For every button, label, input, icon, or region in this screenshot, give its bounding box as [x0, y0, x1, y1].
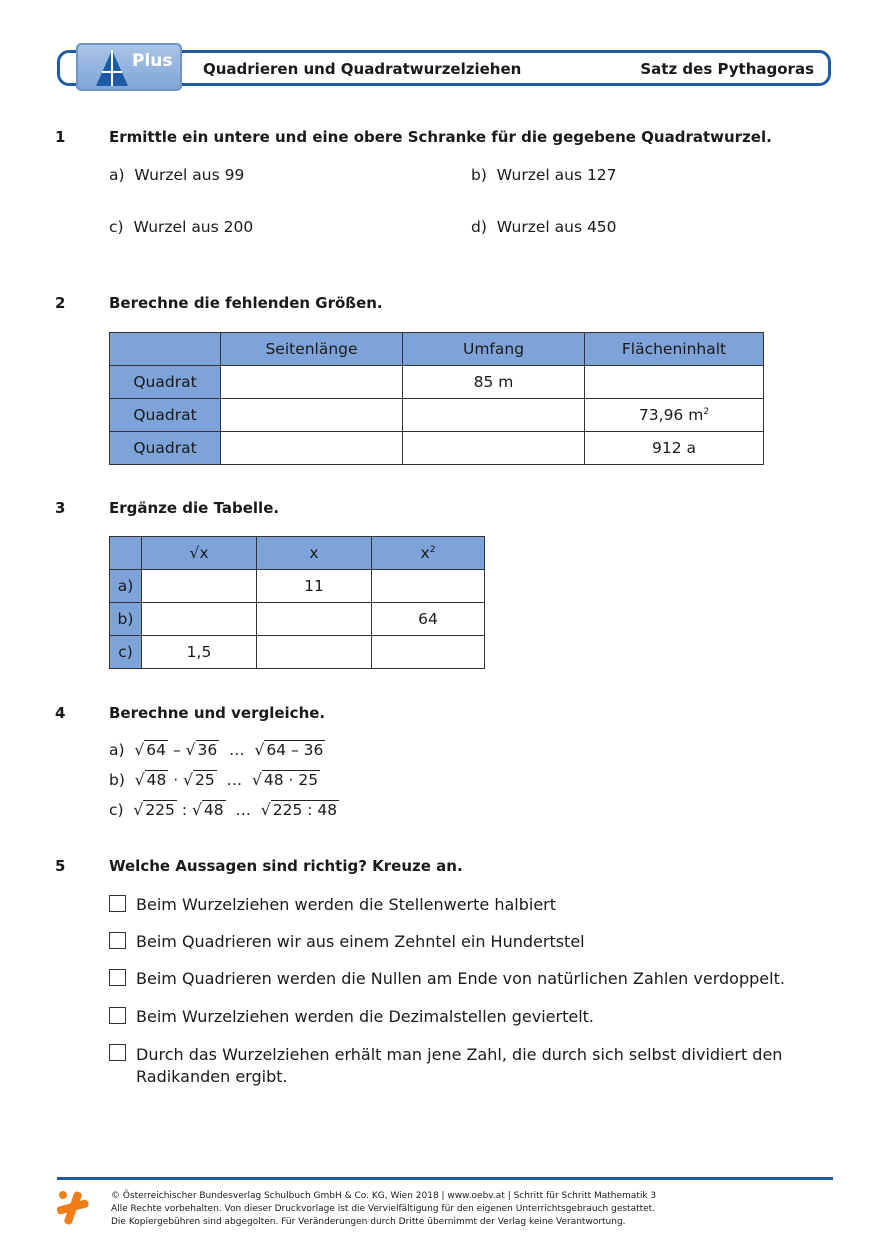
header-label: x: [420, 544, 430, 562]
statement-2: Beim Quadrieren wir aus einem Zehntel ein Hundertstel: [136, 932, 585, 951]
task4-number: 4: [55, 704, 66, 722]
answer-cell[interactable]: [142, 570, 257, 603]
answer-cell[interactable]: [403, 399, 585, 432]
answer-cell[interactable]: [221, 399, 403, 432]
answer-cell[interactable]: [221, 366, 403, 399]
footer-text: [111, 1190, 656, 1229]
header-topic: Satz des Pythagoras: [640, 60, 814, 78]
row-label: Quadrat: [110, 432, 221, 465]
task2-title: Berechne die fehlenden Größen.: [109, 294, 383, 312]
task4-item-c: c) √ 225 : √ 48 … √ 225 : 48: [109, 801, 338, 819]
radicand: 48 · 25: [263, 771, 319, 789]
footer-line-2: Alle Rechte vorbehalten. Von dieser Druckvorlage ist die Vervielfältigung für den eigenen Unterrichtsgebrauch gestattet.: [111, 1204, 656, 1214]
roots-table: [109, 536, 485, 669]
item-text: Wurzel aus 200: [133, 218, 254, 236]
operator: :: [181, 801, 188, 819]
table-cell: 912 a: [585, 432, 764, 465]
task1-number: 1: [55, 128, 66, 146]
item-letter: c): [109, 218, 124, 236]
task1-item-b: [471, 166, 617, 184]
table-row: [110, 636, 485, 669]
task4-title: Berechne und vergleiche.: [109, 704, 326, 722]
task4-item-a: a) √ 64 – √ 36 … √ 64 – 36: [109, 741, 324, 759]
item-letter: a): [109, 741, 125, 759]
task3-title: Ergänze die Tabelle.: [109, 499, 280, 517]
answer-cell[interactable]: [257, 603, 372, 636]
table-header: Flächeninhalt: [585, 333, 764, 366]
operator: ·: [173, 771, 179, 789]
table-cell: 85 m: [403, 366, 585, 399]
statement-checkbox-4[interactable]: [109, 1007, 126, 1024]
table-row: [110, 399, 764, 432]
answer-cell[interactable]: [372, 636, 485, 669]
statement-checkbox-1[interactable]: [109, 895, 126, 912]
answer-cell[interactable]: [403, 432, 585, 465]
publisher-logo-icon: [55, 1189, 91, 1227]
table-row: [110, 603, 485, 636]
item-letter: c): [109, 801, 124, 819]
statement-checkbox-3[interactable]: [109, 969, 126, 986]
task4-item-b: b) √ 48 · √ 25 … √ 48 · 25: [109, 771, 319, 789]
task1-item-a: [109, 166, 244, 184]
answer-cell[interactable]: [142, 603, 257, 636]
answer-cell[interactable]: [372, 570, 485, 603]
item-text: Wurzel aus 99: [134, 166, 245, 184]
statement-5: Durch das Wurzelziehen erhält man jene Zahl, die durch sich selbst dividiert den Radikanden ergibt.: [136, 1045, 783, 1086]
operator: –: [172, 741, 181, 759]
row-label: c): [110, 636, 142, 669]
item-letter: a): [109, 166, 125, 184]
radicand: 64 – 36: [266, 741, 324, 759]
answer-cell[interactable]: [257, 636, 372, 669]
table-row: [110, 366, 764, 399]
table-cell: 11: [257, 570, 372, 603]
task1-title: Ermittle ein untere und eine obere Schranke für die gegebene Quadratwurzel.: [109, 128, 772, 146]
table-cell: 64: [372, 603, 485, 636]
radicand: 225 : 48: [272, 801, 338, 819]
row-label: Quadrat: [110, 366, 221, 399]
radicand: 64: [146, 741, 167, 759]
compare-dots: …: [235, 801, 251, 819]
radicand: 25: [195, 771, 215, 789]
table-header: Umfang: [403, 333, 585, 366]
statement-1: Beim Wurzelziehen werden die Stellenwerte halbiert: [136, 895, 557, 914]
answer-cell[interactable]: [585, 366, 764, 399]
compare-dots: …: [229, 741, 245, 759]
table-row: [110, 570, 485, 603]
table-header: [110, 537, 142, 570]
task2-number: 2: [55, 294, 66, 312]
table-cell: 1,5: [142, 636, 257, 669]
exponent: 2: [429, 544, 436, 555]
table-header: Seitenlänge: [221, 333, 403, 366]
squares-table: [109, 332, 764, 465]
compare-dots: …: [226, 771, 243, 789]
item-letter: d): [471, 218, 487, 236]
task5-number: 5: [55, 857, 66, 875]
statement-checkbox-2[interactable]: [109, 932, 126, 949]
radicand: 48: [203, 801, 224, 819]
statement-4: Beim Wurzelziehen werden die Dezimalstellen geviertelt.: [136, 1007, 594, 1026]
table-header: √x: [142, 537, 257, 570]
table-header: [372, 537, 485, 570]
task1-item-d: [471, 218, 617, 236]
row-label: a): [110, 570, 142, 603]
radicand: 36: [197, 741, 218, 759]
task3-number: 3: [55, 499, 66, 517]
item-text: Wurzel aus 127: [496, 166, 617, 184]
task5-title: Welche Aussagen sind richtig? Kreuze an.: [109, 857, 463, 875]
radicand: 48: [146, 771, 167, 789]
radicand: 225: [145, 801, 175, 819]
footer-line-3: Die Kopiergebühren sind abgegolten. Für Veränderungen durch Dritte übernimmt der Verlag keine Verantwortung.: [111, 1217, 626, 1227]
row-label: b): [110, 603, 142, 636]
statement-checkbox-5[interactable]: [109, 1044, 126, 1061]
item-letter: b): [471, 166, 487, 184]
row-label: Quadrat: [110, 399, 221, 432]
footer-divider: [57, 1177, 833, 1180]
header-title: Quadrieren und Quadratwurzelziehen: [203, 60, 522, 78]
triangle-logo-icon: [94, 48, 130, 88]
task1-item-c: [109, 218, 253, 236]
item-text: Wurzel aus 450: [496, 218, 617, 236]
area-value: 73,96 m: [638, 406, 704, 424]
item-letter: b): [109, 771, 125, 789]
footer-line-1: © Österreichischer Bundesverlag Schulbuch GmbH & Co. KG, Wien 2018 | www.oebv.at | Schritt für Schritt Mathematik 3: [111, 1191, 657, 1201]
logo-label: Plus: [132, 51, 173, 71]
answer-cell[interactable]: [221, 432, 403, 465]
exponent: 2: [703, 406, 710, 417]
table-header: x: [257, 537, 372, 570]
logo: [76, 43, 182, 91]
table-cell: [585, 399, 764, 432]
table-header: [110, 333, 221, 366]
statement-3: Beim Quadrieren werden die Nullen am Ende von natürlichen Zahlen verdoppelt.: [136, 969, 785, 988]
table-row: [110, 432, 764, 465]
